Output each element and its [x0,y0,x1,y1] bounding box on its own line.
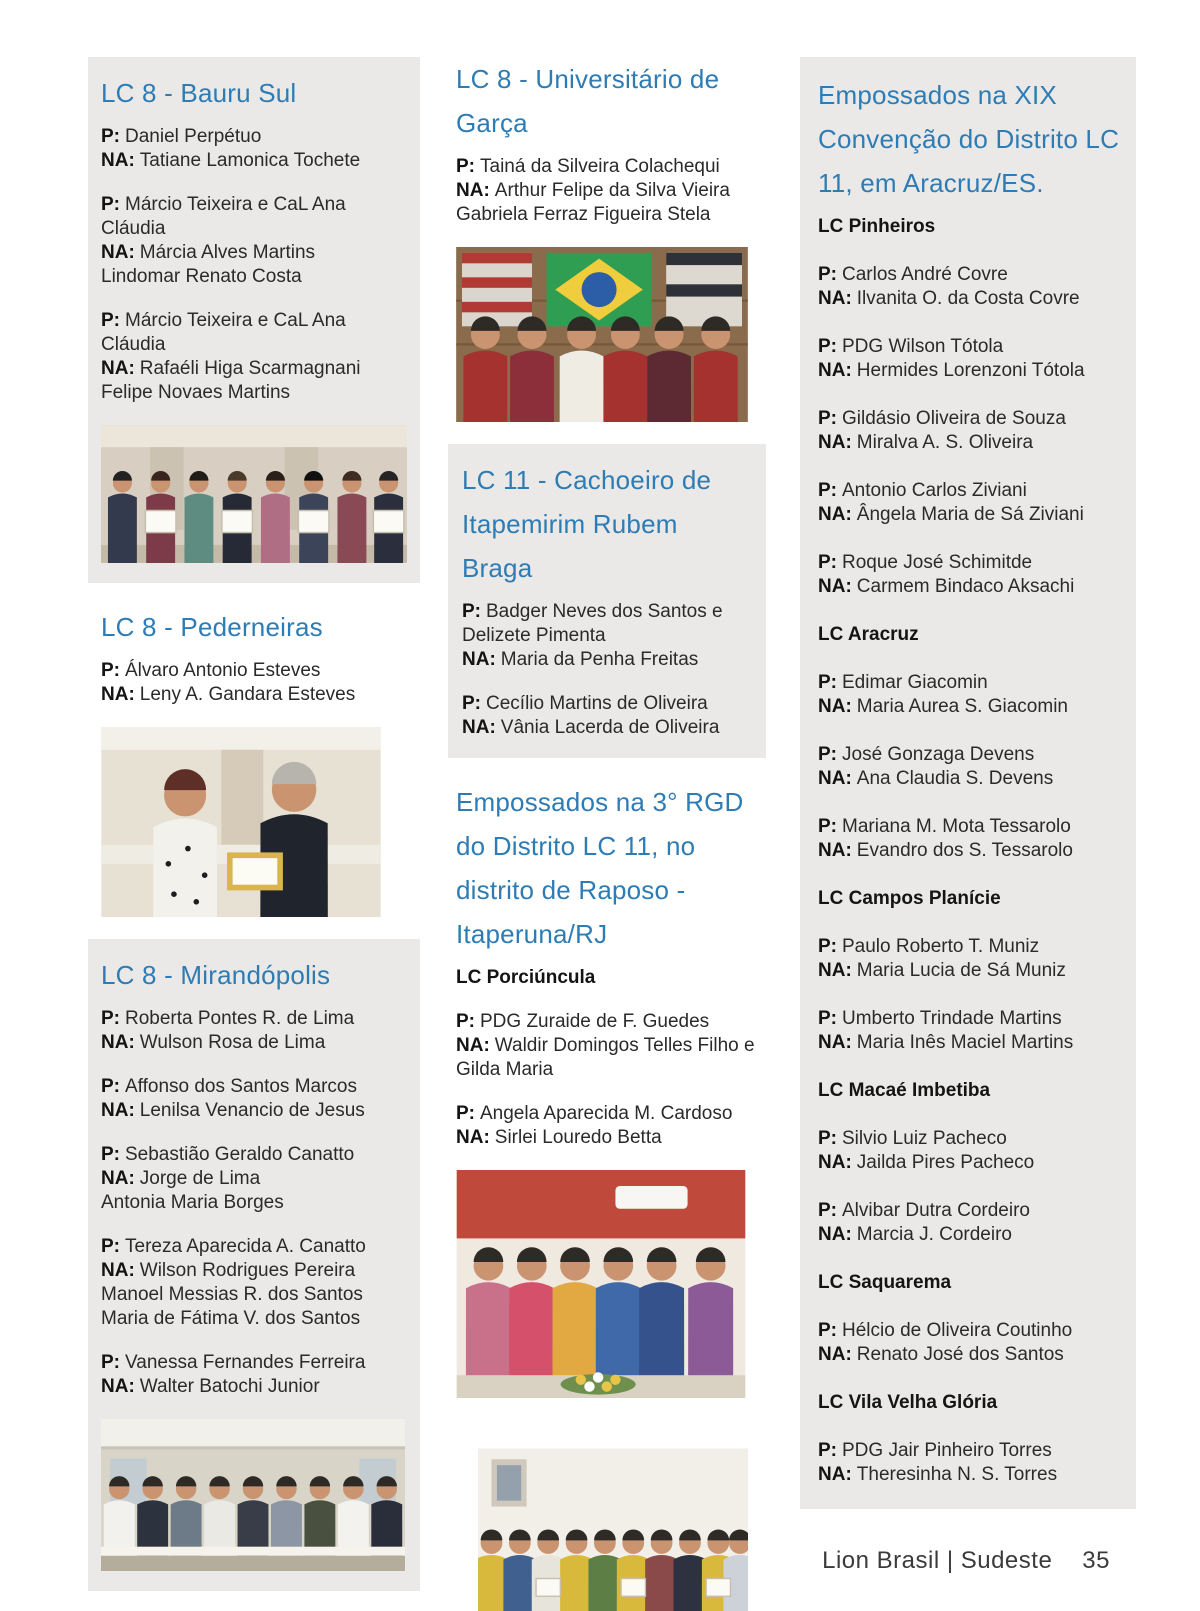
role-label: NA: [456,180,490,201]
entry-line [101,309,406,357]
member-names: Roque José Schimitde [842,552,1033,573]
club-section [800,57,1136,1509]
member-names: Maria Inês Maciel Martins [856,1032,1074,1053]
role-label: NA: [101,242,135,263]
entry-line [818,1439,1120,1463]
club-section [448,780,766,1611]
member-entry [818,407,1120,455]
role-label: NA: [818,1464,852,1485]
role-label: NA: [818,1152,852,1173]
photo-image [456,1170,746,1398]
role-label: NA: [462,717,496,738]
entry-line [818,1343,1120,1367]
member-names: PDG Zuraide de F. Guedes [480,1011,710,1032]
role-label: NA: [818,696,852,717]
member-names: Ana Claudia S. Devens [856,768,1054,789]
entry-line [456,1034,766,1082]
member-names: Carlos André Covre [842,264,1008,285]
member-entry [456,1102,766,1150]
entry-line [456,203,766,227]
role-label: P: [101,126,120,147]
member-names: Edimar Giacomin [842,672,988,693]
role-label: P: [101,1352,120,1373]
role-label: P: [101,1236,120,1257]
member-names: Tereza Aparecida A. Canatto [125,1236,366,1257]
member-entry [456,155,766,227]
member-names: Rafaéli Higa Scarmagnani [139,358,361,379]
entry-line [818,575,1120,599]
section-title: Empossados na 3° RGD do Distrito LC 11, no distrito de Raposo - Itaperuna/RJ [456,787,744,949]
role-label: P: [818,816,837,837]
photo-image [456,247,748,422]
role-label: NA: [101,358,135,379]
member-names: Walter Batochi Junior [139,1376,320,1397]
entry-line [818,287,1120,311]
member-entry [818,263,1120,311]
entry-line [456,1102,766,1126]
club-name-subheading: LC Pinheiros [818,216,936,237]
member-names: Gildásio Oliveira de Souza [842,408,1066,429]
mirandopolis-photo [101,1419,406,1571]
club-section [448,444,766,758]
member-names: Badger Neves dos Santos e Delizete Pimenta [462,601,723,646]
club-name-subheading: LC Macaé Imbetiba [818,1080,991,1101]
entry-line [456,1010,766,1034]
role-label: P: [101,310,120,331]
role-label: NA: [456,1127,490,1148]
member-names: Arthur Felipe da Silva Vieira [494,180,730,201]
entry-line [101,1375,406,1399]
role-label: NA: [818,576,852,597]
member-names: Alvibar Dutra Cordeiro [842,1200,1030,1221]
photo-image [101,425,407,563]
member-names: Maria Aurea S. Giacomin [856,696,1068,717]
role-label: NA: [462,649,496,670]
entry-line [818,431,1120,455]
member-names: Hélcio de Oliveira Coutinho [842,1320,1073,1341]
role-label: P: [462,601,481,622]
club-name-subheading: LC Porciúncula [456,967,596,988]
member-entry [818,1319,1120,1367]
member-entry [462,692,752,740]
member-names: Leny A. Gandara Esteves [139,684,356,705]
role-label: P: [818,672,837,693]
member-entry [101,1143,406,1215]
club-section [88,939,420,1591]
entry-line [818,551,1120,575]
member-names: Gabriela Ferraz Figueira Stela [456,204,711,225]
role-label: NA: [818,504,852,525]
club-name-subheading: LC Vila Velha Glória [818,1392,998,1413]
role-label: NA: [101,1376,135,1397]
entry-line [818,335,1120,359]
entry-line [818,1007,1120,1031]
member-names: Hermides Lorenzoni Tótola [856,360,1085,381]
member-entry [101,1235,406,1331]
entry-line [101,1031,406,1055]
entry-line [462,648,752,672]
entry-line [818,359,1120,383]
entry-line [818,959,1120,983]
entry-line [818,743,1120,767]
entry-line [818,839,1120,863]
section-title: LC 8 - Pederneiras [101,612,323,642]
column-right [800,57,1136,1509]
universitario-garca-photo [456,247,766,422]
member-names: Angela Aparecida M. Cardoso [480,1103,733,1124]
member-names: Sirlei Louredo Betta [494,1127,662,1148]
member-names: Umberto Trindade Martins [842,1008,1062,1029]
role-label: P: [818,552,837,573]
role-label: P: [818,1200,837,1221]
pederneiras-photo [101,727,420,917]
footer-brand: Lion Brasil | Sudeste [822,1547,1053,1574]
entry-line [462,692,752,716]
club-section [88,57,420,583]
role-label: P: [818,336,837,357]
entry-line [818,1223,1120,1247]
role-label: NA: [818,432,852,453]
member-names: Wulson Rosa de Lima [139,1032,326,1053]
member-entry [101,309,406,405]
member-names: Cecílio Martins de Oliveira [486,693,708,714]
role-label: P: [818,1008,837,1029]
member-names: Álvaro Antonio Esteves [125,660,321,681]
entry-line [101,1307,406,1331]
role-label: NA: [818,840,852,861]
member-entry [818,1007,1120,1055]
entry-line [818,695,1120,719]
entry-line [818,479,1120,503]
role-label: P: [818,480,837,501]
member-names: Tainá da Silveira Colachequi [480,156,720,177]
member-entry [818,479,1120,527]
member-entry [818,671,1120,719]
role-label: P: [818,264,837,285]
role-label: P: [101,660,120,681]
role-label: NA: [456,1035,490,1056]
club-name-subheading: LC Aracruz [818,624,919,645]
member-entry [818,815,1120,863]
entry-line [101,193,406,241]
entry-line [101,357,406,381]
photo-image [478,1448,748,1611]
entry-line [101,1075,406,1099]
role-label: P: [818,936,837,957]
entry-line [456,1126,766,1150]
member-names: Felipe Novaes Martins [101,382,291,403]
entry-line [101,1351,406,1375]
role-label: P: [101,1144,120,1165]
member-names: PDG Jair Pinheiro Torres [842,1440,1052,1461]
entry-line [456,179,766,203]
member-names: Tatiane Lamonica Tochete [139,150,361,171]
role-label: NA: [818,1344,852,1365]
club-name-subheading: LC Saquarema [818,1272,952,1293]
role-label: P: [101,194,120,215]
role-label: P: [818,1320,837,1341]
member-names: Márcio Teixeira e CaL Ana Cláudia [101,194,346,239]
entry-line [101,1259,406,1283]
entry-line [818,671,1120,695]
entry-line [818,1031,1120,1055]
member-entry [101,1007,406,1055]
member-names: Antonio Carlos Ziviani [842,480,1027,501]
member-names: Theresinha N. S. Torres [856,1464,1058,1485]
role-label: NA: [101,684,135,705]
member-names: Carmem Bindaco Aksachi [856,576,1075,597]
role-label: NA: [101,1100,135,1121]
member-names: Daniel Perpétuo [125,126,262,147]
member-entry [818,1127,1120,1175]
role-label: P: [818,1128,837,1149]
role-label: P: [101,1008,120,1029]
member-names: Ângela Maria de Sá Ziviani [856,504,1084,525]
member-entry [818,743,1120,791]
entry-line [818,935,1120,959]
entry-line [101,149,406,173]
role-label: NA: [818,360,852,381]
column-middle [448,57,766,1611]
member-entry [818,1439,1120,1487]
page-footer [822,1547,1110,1575]
member-entry [462,600,752,672]
section-title: LC 8 - Bauru Sul [101,78,297,108]
role-label: NA: [818,1224,852,1245]
entry-line [818,767,1120,791]
member-entry [101,1075,406,1123]
member-names: Vanessa Fernandes Ferreira [125,1352,366,1373]
club-name-subheading: LC Campos Planície [818,888,1001,909]
entry-line [101,265,406,289]
member-names: Roberta Pontes R. de Lima [125,1008,355,1029]
entry-line [462,716,752,740]
member-names: Lindomar Renato Costa [101,266,302,287]
role-label: P: [456,156,475,177]
member-names: PDG Wilson Tótola [842,336,1004,357]
role-label: NA: [101,150,135,171]
entry-line [101,1167,406,1191]
member-entry [101,193,406,289]
member-entry [101,1351,406,1399]
member-names: Lenilsa Venancio de Jesus [139,1100,365,1121]
role-label: P: [818,1440,837,1461]
member-names: Affonso dos Santos Marcos [125,1076,357,1097]
club-section [448,57,766,422]
member-names: Jailda Pires Pacheco [856,1152,1035,1173]
section-title: LC 8 - Mirandópolis [101,960,331,990]
entry-line [101,381,406,405]
member-names: Antonia Maria Borges [101,1192,284,1213]
entry-line [101,1283,406,1307]
member-names: Wilson Rodrigues Pereira [139,1260,356,1281]
member-names: Waldir Domingos Telles Filho e Gilda Maria [456,1035,755,1080]
role-label: NA: [101,1260,135,1281]
role-label: P: [456,1011,475,1032]
entry-line [101,659,420,683]
role-label: NA: [818,768,852,789]
role-label: NA: [101,1032,135,1053]
entry-line [818,407,1120,431]
photo-image [101,727,381,917]
entry-line [101,125,406,149]
section-title: Empossados na XIX Convenção do Distrito LC 11, em Aracruz/ES. [818,80,1120,198]
photo-image [101,1419,405,1571]
role-label: NA: [818,1032,852,1053]
entry-line [101,683,420,707]
entry-line [818,1151,1120,1175]
entry-line [818,1127,1120,1151]
porciuncula-photo [456,1170,766,1398]
bauru-sul-photo [101,425,406,563]
entry-line [818,815,1120,839]
role-label: P: [456,1103,475,1124]
role-label: P: [818,744,837,765]
member-entry [818,935,1120,983]
member-entry [101,659,420,707]
rgd-group-photo [478,1448,766,1611]
role-label: NA: [818,960,852,981]
role-label: NA: [818,288,852,309]
role-label: P: [101,1076,120,1097]
entry-line [818,263,1120,287]
member-names: Miralva A. S. Oliveira [856,432,1034,453]
member-names: Maria da Penha Freitas [500,649,699,670]
member-names: Maria de Fátima V. dos Santos [101,1308,361,1329]
member-names: Sebastião Geraldo Canatto [125,1144,355,1165]
entry-line [462,600,752,648]
member-entry [101,125,406,173]
member-entry [818,335,1120,383]
club-section [88,605,420,917]
member-entry [818,551,1120,599]
member-names: Ilvanita O. da Costa Covre [856,288,1080,309]
role-label: NA: [101,1168,135,1189]
member-names: Silvio Luiz Pacheco [842,1128,1007,1149]
member-names: Paulo Roberto T. Muniz [842,936,1040,957]
entry-line [818,1463,1120,1487]
member-names: Renato José dos Santos [856,1344,1064,1365]
member-names: Márcia Alves Martins [139,242,316,263]
entry-line [101,241,406,265]
section-title: LC 8 - Universitário de Garça [456,64,720,138]
member-names: José Gonzaga Devens [842,744,1035,765]
entry-line [101,1143,406,1167]
entry-line [456,155,766,179]
entry-line [101,1099,406,1123]
column-left [88,57,420,1611]
entry-line [101,1191,406,1215]
member-entry [818,1199,1120,1247]
member-names: Maria Lucia de Sá Muniz [856,960,1066,981]
role-label: P: [462,693,481,714]
entry-line [101,1007,406,1031]
entry-line [818,1319,1120,1343]
member-entry [456,1010,766,1082]
member-names: Evandro dos S. Tessarolo [856,840,1073,861]
entry-line [101,1235,406,1259]
member-names: Mariana M. Mota Tessarolo [842,816,1071,837]
entry-line [818,1199,1120,1223]
section-title: LC 11 - Cachoeiro de Itapemirim Rubem Braga [462,465,712,583]
member-names: Manoel Messias R. dos Santos [101,1284,363,1305]
member-names: Vânia Lacerda de Oliveira [500,717,720,738]
entry-line [818,503,1120,527]
member-names: Márcio Teixeira e CaL Ana Cláudia [101,310,346,355]
role-label: P: [818,408,837,429]
member-names: Jorge de Lima [139,1168,261,1189]
member-names: Marcia J. Cordeiro [856,1224,1012,1245]
page-number: 35 [1082,1547,1110,1574]
